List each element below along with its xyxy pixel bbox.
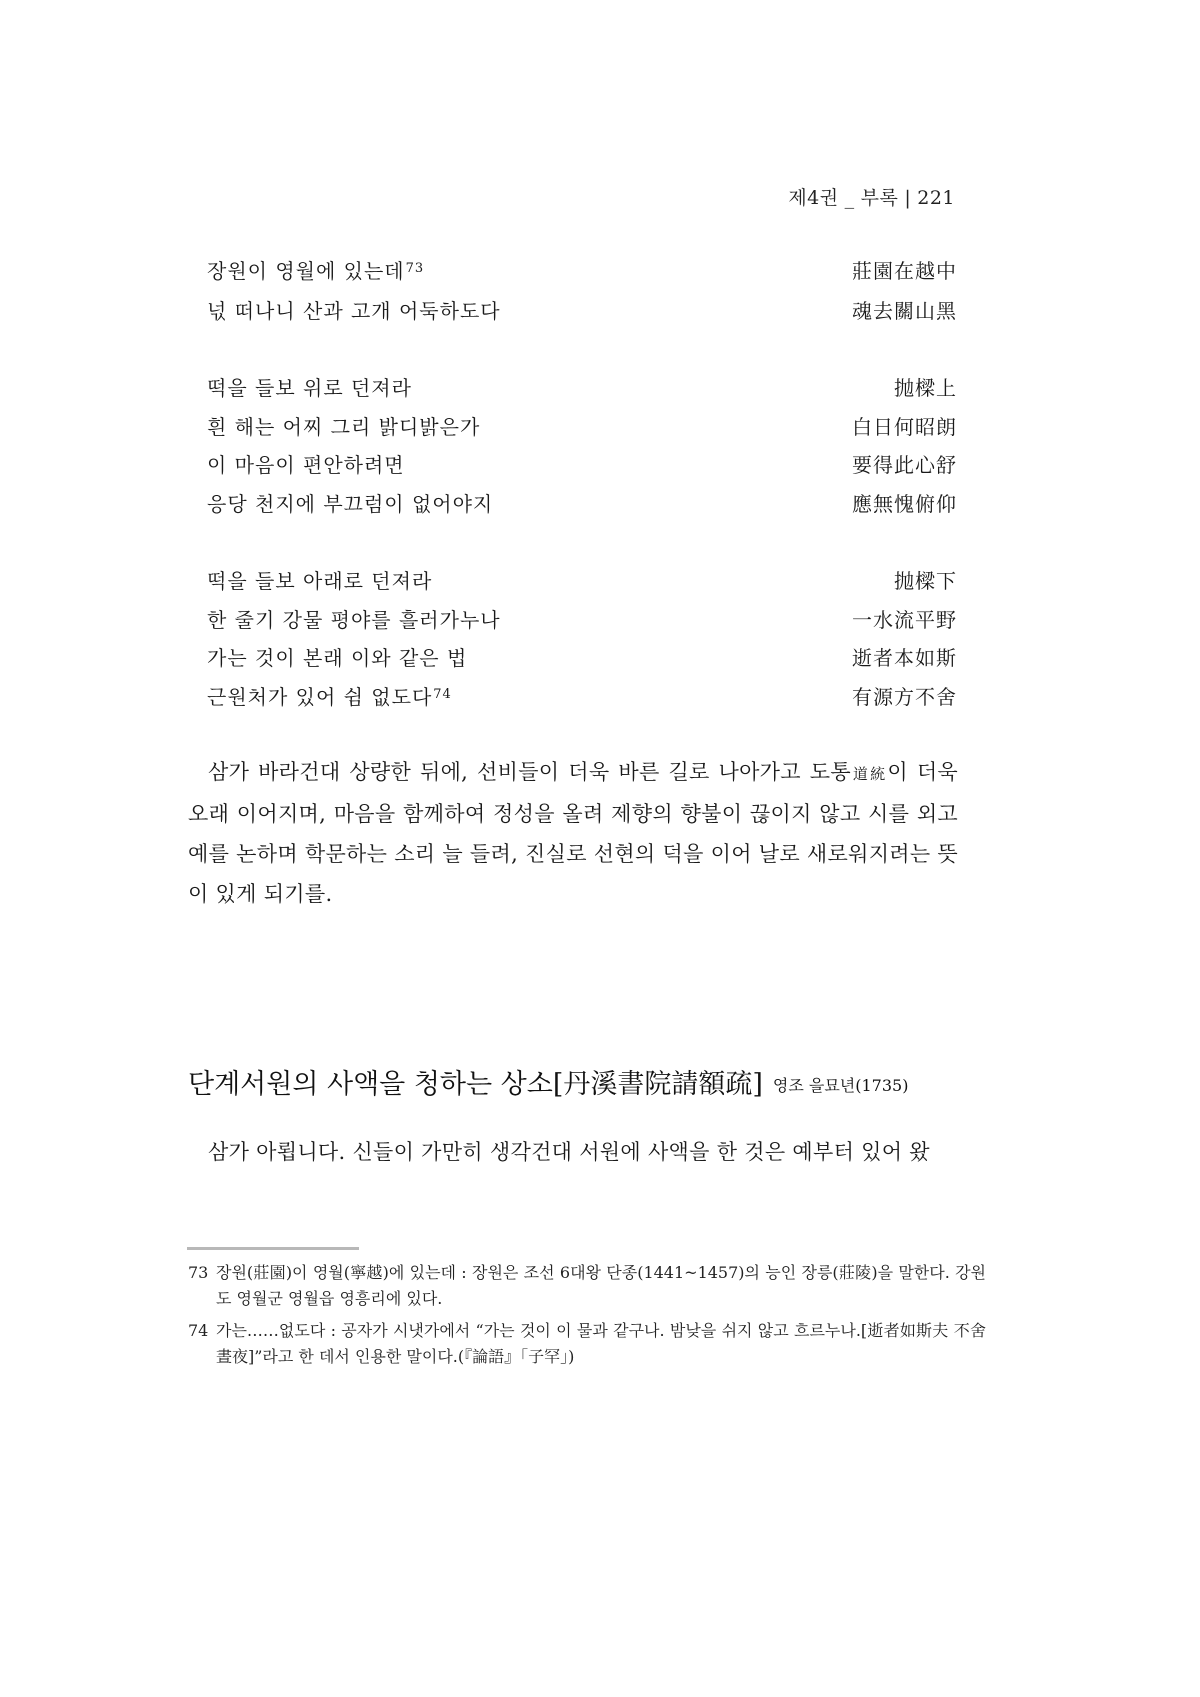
paragraph-text: 이 더욱 오래 이어지며, 마음을 함께하여 정성을 올려 제향의 향불이 끊이지 않고 시를 외고 예를 논하며 학문하는 소리 늘 들려, 진실로 선현의 덕을 이어 날로 새로워지려는 뜻이 있게 되기를. [188, 760, 959, 906]
poem-hanja: 應無愧俯仰 [852, 492, 957, 516]
poem-hanja: 逝者本如斯 [852, 646, 957, 670]
body-paragraph: 삼가 아룁니다. 신들이 가만히 생각건대 서원에 사액을 한 것은 예부터 있어 왔 [208, 1140, 930, 1164]
paragraph-text: 삼가 바라건대 상량한 뒤에, 선비들이 더욱 바른 길로 나아가고 도통 [208, 760, 851, 784]
footnote-number: 74 [188, 1321, 209, 1340]
poem-hanja: 一水流平野 [852, 608, 957, 632]
poem-line [207, 372, 957, 402]
footnote-ref[interactable]: 73 [405, 261, 425, 276]
poem-hanja: 有源方不舍 [852, 685, 957, 709]
poem-korean: 응당 천지에 부끄럼이 없어야지 [207, 492, 494, 516]
page-number: 221 [917, 187, 955, 209]
section-reign-date: 영조 을묘년(1735) [772, 1076, 909, 1095]
poem-line [207, 411, 957, 441]
footnote [188, 1318, 986, 1370]
poem-korean: 흰 해는 어찌 그리 밝디밝은가 [207, 415, 481, 439]
poem-hanja: 抛樑下 [894, 569, 957, 593]
poem-line [207, 604, 957, 634]
footnote-number: 73 [188, 1263, 209, 1282]
header-separator: _ [844, 187, 855, 209]
running-header [788, 183, 955, 210]
section-heading [188, 1062, 908, 1101]
poem-line [207, 255, 957, 285]
poem-korean: 장원이 영월에 있는데 [207, 259, 405, 283]
footnote-ref[interactable]: 74 [433, 687, 452, 702]
poem-korean: 떡을 들보 위로 던져라 [207, 376, 412, 400]
footnote-text: 장원(莊園)이 영월(寧越)에 있는데 : 장원은 조선 6대왕 단종(1441~1457)의 능인 장릉(莊陵)을 말한다. 강원도 영월군 영월읍 영흥리에 있다. [216, 1263, 986, 1308]
poem-korean: 떡을 들보 아래로 던져라 [207, 569, 433, 593]
section-title: 단계서원의 사액을 청하는 상소[丹溪書院請額疏] [188, 1069, 763, 1100]
footnote [188, 1260, 986, 1312]
body-paragraph [188, 752, 958, 914]
header-section: 부록 [860, 187, 899, 209]
poem-korean: 이 마음이 편안하려면 [207, 453, 405, 477]
poem-hanja: 白日何昭朗 [852, 415, 957, 439]
footnote-text: 가는……없도다 : 공자가 시냇가에서 “가는 것이 이 물과 같구나. 밤낮을 쉬지 않고 흐르누나.[逝者如斯夫 不舍晝夜]”라고 한 데서 인용한 말이다.(『論語』「子罕」) [216, 1321, 986, 1366]
poem-korean: 가는 것이 본래 이와 같은 법 [207, 646, 468, 670]
poem-korean: 근원처가 있어 쉼 없도다 [207, 685, 433, 709]
poem-line [207, 642, 957, 672]
footnote-divider [187, 1247, 359, 1250]
header-divider: | [904, 187, 912, 209]
poem-hanja: 魂去關山黑 [852, 299, 957, 323]
header-volume: 제4권 [788, 187, 839, 209]
poem-line [207, 295, 957, 325]
poem-korean: 한 줄기 강물 평야를 흘러가누나 [207, 608, 501, 632]
poem-line [207, 681, 957, 711]
poem-hanja: 莊園在越中 [852, 259, 957, 283]
poem-hanja: 要得此心舒 [852, 453, 957, 477]
poem-line [207, 449, 957, 479]
poem-line [207, 488, 957, 518]
poem-hanja: 抛樑上 [894, 376, 957, 400]
poem-line [207, 565, 957, 595]
paragraph-hanja-gloss: 道統 [850, 765, 888, 783]
poem-korean: 넋 떠나니 산과 고개 어둑하도다 [207, 299, 501, 323]
